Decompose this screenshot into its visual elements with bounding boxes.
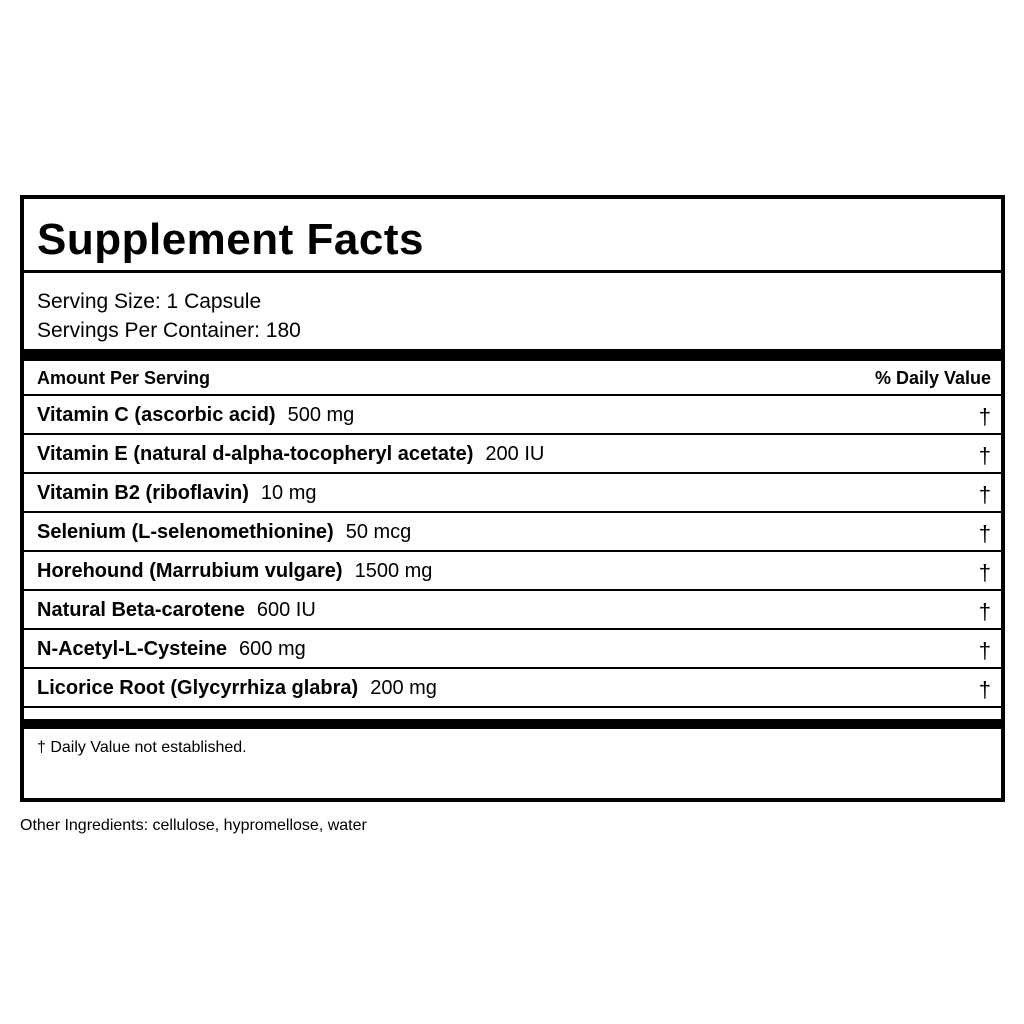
nutrient-name: N-Acetyl-L-Cysteine xyxy=(37,638,228,660)
daily-value-mark: † xyxy=(978,599,991,624)
nutrient-name: Vitamin E (natural d-alpha-tocopheryl acetate) xyxy=(37,443,474,465)
table-row xyxy=(24,591,1001,630)
nutrient-amount: 1500 mg xyxy=(354,560,433,582)
table-row xyxy=(24,513,1001,552)
daily-value-footnote: † Daily Value not established. xyxy=(37,739,247,756)
nutrient-amount: 200 IU xyxy=(485,443,545,465)
nutrient-amount: 10 mg xyxy=(260,482,317,504)
daily-value-mark: † xyxy=(978,404,991,429)
thick-divider-top xyxy=(24,349,1001,361)
table-row xyxy=(24,435,1001,474)
serving-info xyxy=(37,287,301,345)
panel-title: Supplement Facts xyxy=(37,215,424,264)
nutrient-amount: 600 IU xyxy=(256,599,316,621)
daily-value-mark: † xyxy=(978,443,991,468)
nutrient-rows xyxy=(24,396,1001,708)
table-row xyxy=(24,630,1001,669)
nutrient-name: Vitamin B2 (riboflavin) xyxy=(37,482,249,504)
servings-per-container: Servings Per Container: 180 xyxy=(37,319,301,342)
daily-value-mark: † xyxy=(978,482,991,507)
table-row xyxy=(24,474,1001,513)
daily-value-mark: † xyxy=(978,560,991,585)
table-row xyxy=(24,552,1001,591)
daily-value-mark: † xyxy=(978,638,991,663)
table-row xyxy=(24,396,1001,435)
table-row xyxy=(24,669,1001,708)
column-header-row xyxy=(24,361,1001,396)
nutrient-amount: 50 mcg xyxy=(345,521,412,543)
nutrient-amount: 500 mg xyxy=(287,404,355,426)
title-row xyxy=(24,199,1001,273)
nutrient-name: Natural Beta-carotene xyxy=(37,599,245,621)
daily-value-header: % Daily Value xyxy=(874,368,991,388)
supplement-facts-panel xyxy=(20,195,1005,802)
nutrient-name: Selenium (L-selenomethionine) xyxy=(37,521,334,543)
nutrient-name: Horehound (Marrubium vulgare) xyxy=(37,560,343,582)
other-ingredients: Other Ingredients: cellulose, hypromellose, water xyxy=(20,817,367,834)
nutrient-name: Vitamin C (ascorbic acid) xyxy=(37,404,276,426)
nutrient-amount: 600 mg xyxy=(239,638,306,660)
nutrient-name: Licorice Root (Glycyrrhiza glabra) xyxy=(37,677,359,699)
amount-per-serving-header: Amount Per Serving xyxy=(37,368,211,388)
daily-value-mark: † xyxy=(978,677,991,702)
daily-value-mark: † xyxy=(978,521,991,546)
thick-divider-bottom xyxy=(24,719,1001,729)
serving-size: Serving Size: 1 Capsule xyxy=(37,290,262,313)
nutrient-amount: 200 mg xyxy=(370,677,437,699)
